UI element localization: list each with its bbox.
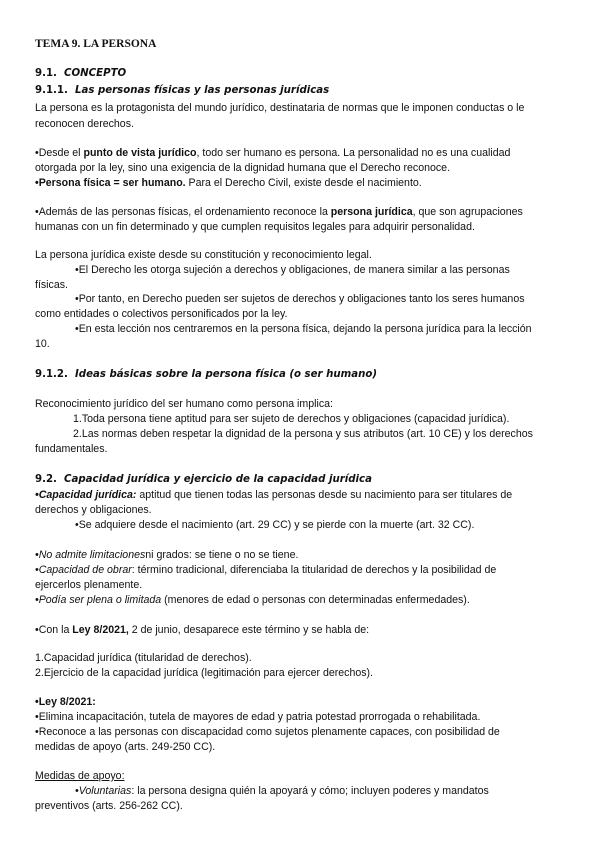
paragraph-line: otorgada por la ley, sino una exigencia de la dignidad humana que el Derecho reconoce. [35, 162, 451, 174]
subsection-heading-9-1-2: 9.1.2. Ideas básicas sobre la persona física (o ser humano) [35, 369, 378, 380]
paragraph-line: fundamentales. [35, 443, 108, 455]
paragraph-line: La persona es la protagonista del mundo jurídico, destinataria de normas que le imponen conductas o le [35, 102, 525, 114]
section-heading-9-1: 9.1. CONCEPTO [35, 68, 127, 79]
bullet-line: •Se adquiere desde el nacimiento (art. 29 CC) y se pierde con la muerte (art. 32 CC). [75, 519, 475, 531]
bullet-line: •Ley 8/2021: [35, 696, 96, 708]
section-heading-9-2: 9.2. Capacidad jurídica y ejercicio de la capacidad jurídica [35, 474, 372, 485]
paragraph-line: 10. [35, 338, 50, 350]
bullet-line: •Desde el punto de vista jurídico, todo ser humano es persona. La personalidad no es una cualidad [35, 147, 511, 159]
bullet-line: •En esta lección nos centraremos en la persona física, dejando la persona jurídica para la lección [75, 323, 532, 335]
bullet-line: •Podía ser plena o limitada (menores de edad o personas con determinadas enfermedades). [35, 594, 470, 606]
bullet-line: •El Derecho les otorga sujeción a derechos y obligaciones, de manera similar a las personas [75, 264, 510, 276]
bullet-line: •Capacidad de obrar: término tradicional, diferenciaba la titularidad de derechos y la posibilidad de [35, 564, 497, 576]
bullet-line: •Capacidad jurídica: aptitud que tienen todas las personas desde su nacimiento para ser titulares de [35, 489, 513, 501]
paragraph-line: humanas con un fin determinado y que cumplen requisitos legales para adquirir personalidad. [35, 221, 475, 233]
subsection-heading-9-1-1: 9.1.1. Las personas físicas y las personas jurídicas [35, 85, 330, 96]
page-title: TEMA 9. LA PERSONA [35, 38, 157, 50]
paragraph-line: medidas de apoyo (arts. 249-250 CC). [35, 741, 216, 753]
paragraph-line: La persona jurídica existe desde su constitución y reconocimiento legal. [35, 249, 372, 261]
bullet-line: •Elimina incapacitación, tutela de mayores de edad y patria potestad prorrogada o rehabilitada. [35, 711, 481, 723]
medidas-heading: Medidas de apoyo: [35, 770, 125, 782]
list-item: 1.Toda persona tiene aptitud para ser sujeto de derechos y obligaciones (capacidad jurídica). [73, 413, 510, 425]
bullet-line: •Persona física = ser humano. Para el Derecho Civil, existe desde el nacimiento. [35, 177, 422, 189]
bullet-line: •No admite limitacionesni grados: se tiene o no se tiene. [35, 549, 299, 561]
bullet-line: •Por tanto, en Derecho pueden ser sujetos de derechos y obligaciones tanto los seres humanos [75, 293, 525, 305]
paragraph-line: Reconocimiento jurídico del ser humano como persona implica: [35, 398, 333, 410]
bullet-line: •Voluntarias: la persona designa quién la apoyará y cómo; incluyen poderes y mandatos [75, 785, 489, 797]
paragraph-line: reconocen derechos. [35, 118, 134, 130]
paragraph-line: como entidades o colectivos personificados por la ley. [35, 308, 288, 320]
list-item: 1.Capacidad jurídica (titularidad de derechos). [35, 652, 252, 664]
paragraph-line: derechos y obligaciones. [35, 504, 152, 516]
paragraph-line: físicas. [35, 279, 68, 291]
list-item: 2.Ejercicio de la capacidad jurídica (legitimación para ejercer derechos). [35, 667, 373, 679]
bullet-line: •Reconoce a las personas con discapacidad como sujetos plenamente capaces, con posibilidad de [35, 726, 500, 738]
bullet-line: •Además de las personas físicas, el ordenamiento reconoce la persona jurídica, que son agrupaciones [35, 206, 523, 218]
paragraph-line: ejercerlos plenamente. [35, 579, 143, 591]
paragraph-line: preventivos (arts. 256-262 CC). [35, 800, 183, 812]
bullet-line: •Con la Ley 8/2021, 2 de junio, desaparece este término y se habla de: [35, 624, 370, 636]
list-item: 2.Las normas deben respetar la dignidad de la persona y sus atributos (art. 10 CE) y los derechos [73, 428, 533, 440]
